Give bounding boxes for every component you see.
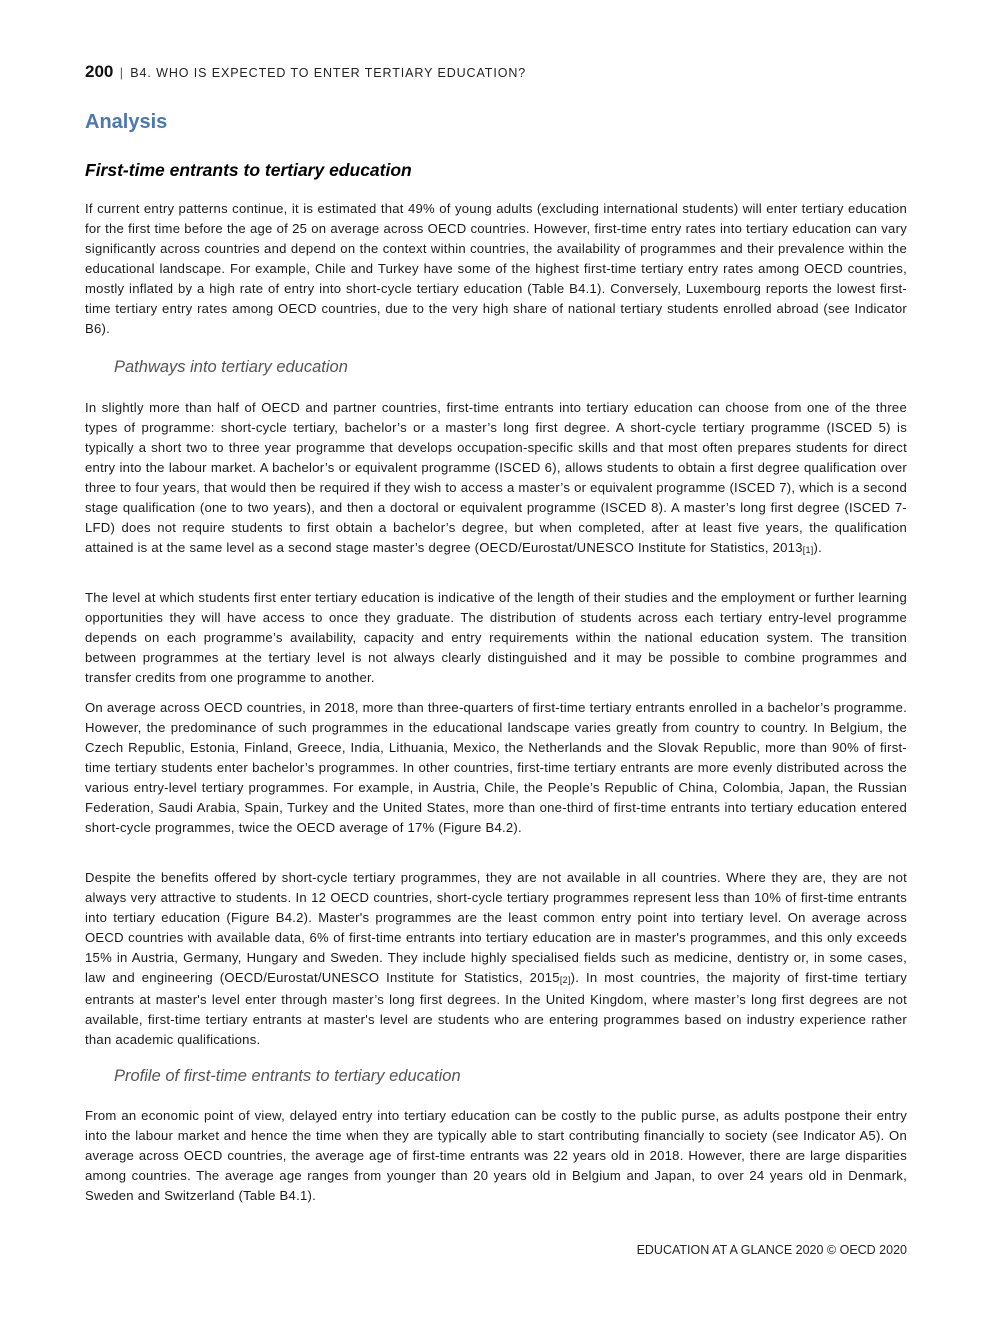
paragraph-entry-rates: If current entry patterns continue, it is estimated that 49% of young adults (excluding international students) will enter tertiary education for the first time before the age of 25 on average across OECD countries. However, first-time entry rates into tertiary education can vary significantly across countries and depend on the context within countries, the availability of programmes and their prevalence within the educational landscape. For example, Chile and Turkey have some of the highest first-time tertiary entry rates among OECD countries, mostly inflated by a high rate of entry into short-cycle tertiary education (Table B4.1). Conversely, Luxembourg reports the lowest first-time tertiary entry rates among OECD countries, due to the very high share of national tertiary students enrolled abroad (see Indicator B6). [85, 201, 907, 336]
paragraph-programme-types-text: In slightly more than half of OECD and partner countries, first-time entrants into tertiary education can choose from one of the three types of programme: short-cycle tertiary, bachelor’s or a master’s long first degree. A short-cycle tertiary programme (ISCED 5) is typically a short two to three year programme that develops occupation-specific skills and that most often prepares students for direct entry into the labour market. A bachelor’s or equivalent programme (ISCED 6), allows students to obtain a first degree qualification over three to four years, that would then be required if they wish to access a master’s or equivalent programme (ISCED 7), which is a second stage qualification (one to two years), and then a doctoral or equivalent programme (ISCED 8). A master’s long first degree (ISCED 7-LFD) does not require students to first obtain a bachelor’s degree, but when completed, after at least five years, the qualification attained is at the same level as a second stage master’s degree (OECD/Eurostat/UNESCO Institute for Statistics, 2013 [85, 400, 907, 555]
paragraph-programme-types-end: ). [813, 540, 822, 555]
header-separator: | [119, 66, 124, 80]
citation-ref-2[interactable]: [2] [559, 975, 571, 985]
subsection-title: First-time entrants to tertiary education [85, 160, 412, 180]
chapter-title: B4. WHO IS EXPECTED TO ENTER TERTIARY EDUCATION? [130, 66, 527, 80]
paragraph-entry-level: The level at which students first enter tertiary education is indicative of the length of their studies and the employment or further learning opportunities they will have access to once they graduate. The distribution of students across each tertiary entry-level programme depends on each programme’s availability, capacity and entry requirements within the national education system. The transition between programmes at the tertiary level is not always clearly distinguished and it may be possible to combine programmes and transfer credits from one programme to another. [85, 590, 907, 685]
paragraph-short-cycle-end: ). In most countries, the majority of first-time tertiary entrants at master's level enter through master’s long first degrees. In the United Kingdom, where master’s long first degrees are not available, first-time tertiary entrants at master's level are students who are entering programmes based on industry experience rather than academic qualifications. [85, 970, 908, 1047]
paragraph-short-cycle [85, 868, 907, 1050]
paragraph-short-cycle-text: Despite the benefits offered by short-cycle tertiary programmes, they are not available in all countries. Where they are, they are not always very attractive to students. In 12 OECD countries, short-cycle tertiary programmes represent less than 10% of first-time entrants into tertiary education (Figure B4.2). Master's programmes are the least common entry point into tertiary level. On average across OECD countries with available data, 6% of first-time entrants into tertiary education are in master's programmes, and this only exceeds 15% in Austria, Germany, Hungary and Sweden. They include highly specialised fields such as medicine, dentistry or, in some cases, law and engineering (OECD/Eurostat/UNESCO Institute for Statistics, 2015 [85, 870, 907, 985]
paragraph-average-age: From an economic point of view, delayed entry into tertiary education can be costly to the public purse, as adults postpone their entry into the labour market and hence the time when they are typically able to start contributing financially to society (see Indicator A5). On average across OECD countries, the average age of first-time entrants was 22 years old in 2018. However, there are large disparities among countries. The average age ranges from younger than 20 years old in Belgium and Japan, to over 24 years old in Denmark, Sweden and Switzerland (Table B4.1). [85, 1108, 907, 1203]
pathways-heading: Pathways into tertiary education [114, 358, 348, 376]
profile-heading: Profile of first-time entrants to tertiary education [114, 1067, 461, 1085]
running-header [85, 62, 907, 82]
page-number: 200 [85, 62, 114, 81]
page-footer: EDUCATION AT A GLANCE 2020 © OECD 2020 [636, 1243, 907, 1257]
paragraph-bachelors: On average across OECD countries, in 2018, more than three-quarters of first-time tertiary entrants enrolled in a bachelor’s programme. However, the predominance of such programmes in the educational landscape varies greatly from country to country. In Belgium, the Czech Republic, Estonia, Finland, Greece, India, Lithuania, Mexico, the Netherlands and the Slovak Republic, more than 90% of first-time tertiary students enter bachelor’s programmes. In other countries, first-time tertiary entrants are more evenly distributed across the various entry-level tertiary programmes. For example, in Austria, Chile, the People’s Republic of China, Colombia, Japan, the Russian Federation, Saudi Arabia, Spain, Turkey and the United States, more than one-third of first-time entrants into tertiary education entered short-cycle programmes, twice the OECD average of 17% (Figure B4.2). [85, 700, 907, 835]
paragraph-programme-types [85, 398, 907, 560]
section-title: Analysis [85, 111, 168, 133]
citation-ref-1[interactable]: [1] [802, 545, 814, 555]
